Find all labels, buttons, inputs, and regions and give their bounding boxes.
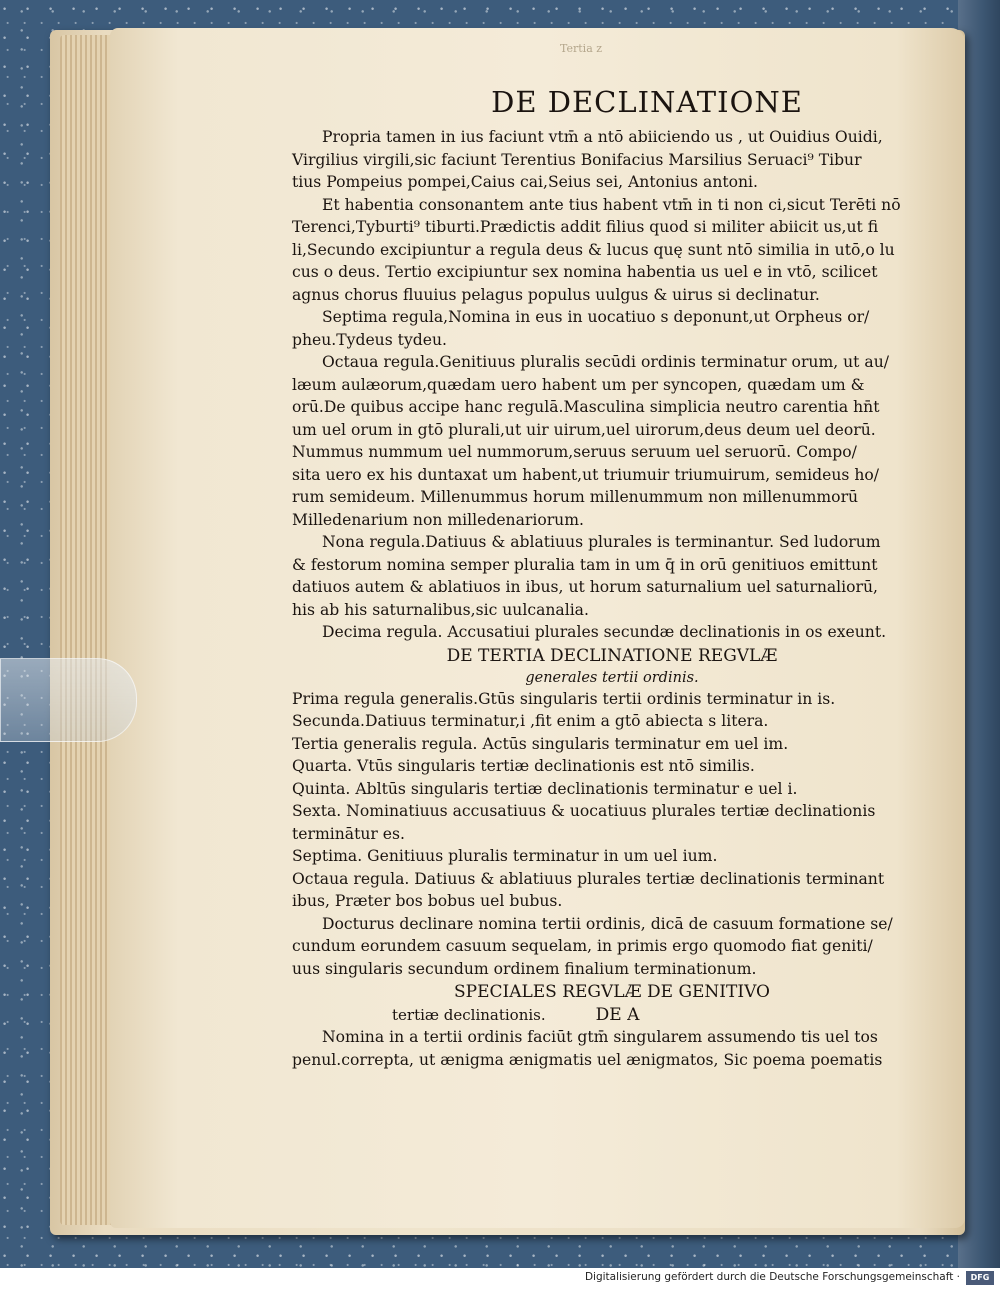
text-line: Et habentia consonantem ante tius habent vtm̄ in ti non ci,sicut Terēti nō xyxy=(322,195,901,214)
rule-line: Quinta. Abltūs singularis tertiæ declinationis terminatur e uel i. xyxy=(292,779,798,798)
rule-line: Secunda.Datiuus terminatur,i ,fit enim a gtō abiecta s litera. xyxy=(292,712,769,730)
text-line: datiuos autem & ablatiuos in ibus, ut horum saturnalium uel saturnaliorū, xyxy=(292,578,878,596)
text-line: Septima regula,Nomina in eus in uocatiuo s deponunt,ut Orpheus or/ xyxy=(322,308,870,326)
text-line: agnus chorus fluuius pelagus populus uulgus & uirus si declinatur. xyxy=(292,285,820,304)
text-line: tius Pompeius pompei,Caius cai,Seius sei, Antonius antoni. xyxy=(292,173,759,191)
text-line: pheu.Tydeus tydeu. xyxy=(292,330,447,349)
text-line: Milledenarium non milledenariorum. xyxy=(292,510,584,529)
text-line: Decima regula. Accusatiui plurales secundæ declinationis in os exeunt. xyxy=(322,623,887,641)
text-line: Nomina in a tertii ordinis faciūt gtm̄ singularem assumendo tis uel tos xyxy=(322,1028,878,1046)
text-line: Nona regula.Datiuus & ablatiuus plurales is terminantur. Sed ludorum xyxy=(322,533,881,551)
text-line: Octaua regula.Genitiuus pluralis secūdi ordinis terminatur orum, ut au/ xyxy=(322,353,890,371)
subheading-speciales-row xyxy=(292,1004,932,1026)
rule-line: terminātur es. xyxy=(292,824,405,843)
text-line: li,Secundo excipiuntur a regula deus & lucus quę sunt ntō similia in utō,o lu xyxy=(292,240,895,259)
heading-speciales: SPECIALES REGVLÆ DE GENITIVO xyxy=(453,982,770,1002)
text-line: sita uero ex his duntaxat um habent,ut triumuir triumuirum, semideus ho/ xyxy=(292,465,880,484)
rule-line: Quarta. Vtūs singularis tertiæ declinationis est ntō similis. xyxy=(292,757,755,775)
rule-line: ibus, Præter bos bobus uel bubus. xyxy=(292,892,563,910)
text-line: rum semideum. Millenummus horum millenummum non millenummorū xyxy=(292,488,859,506)
subheading-speciales: tertiæ declinationis. xyxy=(392,1006,546,1024)
paragraph-block xyxy=(292,126,932,644)
rule-line: Prima regula generalis.Gtūs singularis tertii ordinis terminatur in is. xyxy=(292,689,836,708)
rule-line: Septima. Genitiuus pluralis terminatur in um uel ium. xyxy=(292,847,718,865)
text-line: penul.correpta, ut ænigma ænigmatis uel ænigmatos, Sic poema poematis xyxy=(292,1050,883,1069)
rules-block xyxy=(292,688,932,913)
heading-tertia: DE TERTIA DECLINATIONE REGVLÆ xyxy=(446,645,778,666)
doctrina-block xyxy=(292,913,932,981)
text-line: his ab his saturnalibus,sic uulcanalia. xyxy=(292,600,589,619)
dfg-logo: DFG xyxy=(966,1271,994,1285)
text-line: & festorum nomina semper pluralia tam in um q̄ in orū genitiuos emittunt xyxy=(292,555,878,574)
subheading-tertia: generales tertii ordinis. xyxy=(525,669,699,686)
text-line: um uel orum in gtō plurali,ut uir uirum,uel uirorum,deus deum uel deorū. xyxy=(292,420,876,439)
closing-block xyxy=(292,1026,932,1071)
rule-line: Tertia generalis regula. Actūs singularis terminatur em uel im. xyxy=(292,734,789,753)
text-line: Propria tamen in ius faciunt vtm̄ a ntō abiiciendo us , ut Ouidius Ouidi, xyxy=(322,128,883,146)
rule-line: Octaua regula. Datiuus & ablatiuus plurales tertiæ declinationis terminant xyxy=(292,869,885,888)
text-line: Terenci,Tyburti⁹ tiburti.Prædictis addit filius quod si militer abiicit us,ut fi xyxy=(292,218,879,236)
text-line: cus o deus. Tertio excipiuntur sex nomina habentia us uel e in vtō, scilicet xyxy=(292,263,878,281)
de-a-heading: DE A xyxy=(595,1005,640,1025)
running-head: Tertia z xyxy=(560,42,603,55)
text-line: cundum eorundem casuum sequelam, in primis ergo quomodo fiat geniti/ xyxy=(292,937,873,955)
text-line: orū.De quibus accipe hanc regulā.Masculina simplicia neutro carentia hn̄t xyxy=(292,398,880,416)
footer-credit: Digitalisierung gefördert durch die Deutsche Forschungsgemeinschaft · xyxy=(584,1271,960,1283)
text-line: Virgilius virgili,sic faciunt Terentius Bonifacius Marsilius Seruaci⁹ Tibur xyxy=(292,150,862,169)
page-text xyxy=(292,84,932,1071)
text-line: uus singularis secundum ordinem finalium terminationum. xyxy=(292,959,757,978)
text-line: Docturus declinare nomina tertii ordinis, dicā de casuum formatione se/ xyxy=(322,914,893,933)
page-title: DE DECLINATIONE xyxy=(491,85,803,119)
footer-bar xyxy=(0,1268,1000,1289)
rule-line: Sexta. Nominatiuus accusatiuus & uocatiuus plurales tertiæ declinationis xyxy=(292,802,876,820)
page-clip xyxy=(0,658,137,742)
text-line: Nummus nummum uel nummorum,seruus seruum uel seruorū. Compo/ xyxy=(292,443,857,461)
text-line: læum aulæorum,quædam uero habent um per syncopen, quædam um & xyxy=(292,375,865,394)
